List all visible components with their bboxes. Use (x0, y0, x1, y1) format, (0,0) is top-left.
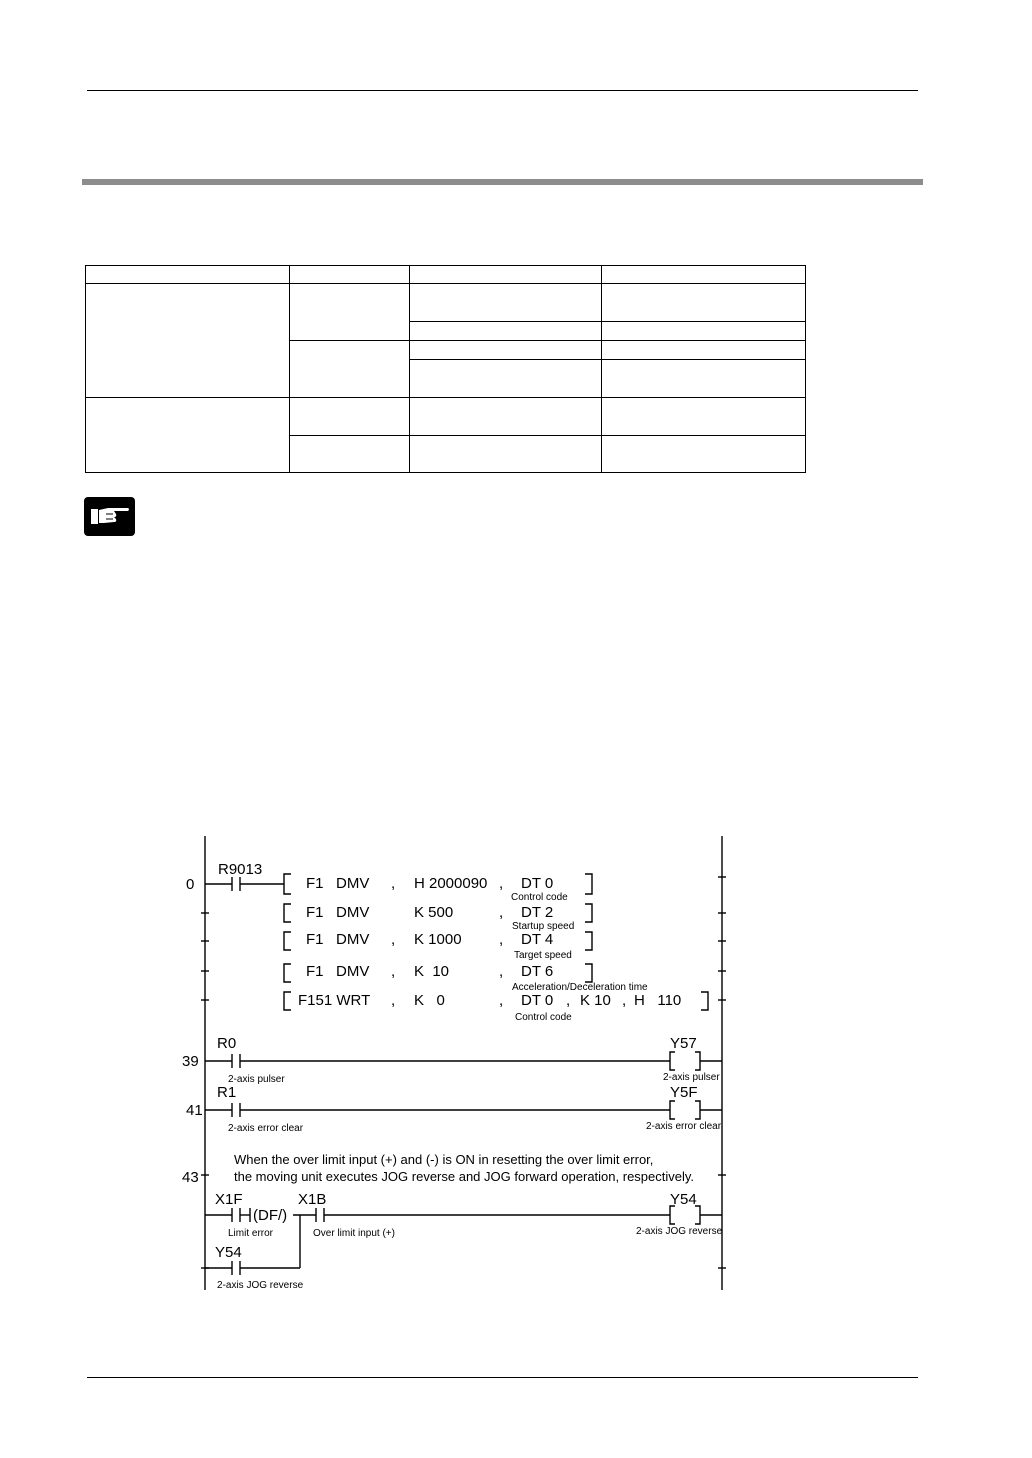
instruction-operand: K 500 (414, 904, 454, 921)
table-cell (602, 322, 806, 341)
instruction-op: F1 (306, 875, 324, 892)
footer-rule (87, 1377, 918, 1378)
contact-label: X1F (215, 1191, 243, 1208)
instruction-operand: DT 6 (521, 963, 554, 980)
table-cell (602, 436, 806, 473)
contact-label: R0 (217, 1035, 237, 1052)
step-number: 39 (182, 1053, 199, 1070)
instruction-operand: H 2000090 (414, 875, 488, 892)
svg-text:,: , (391, 875, 396, 892)
device-comment: 2-axis pulser (663, 1072, 720, 1083)
coil-label: Y57 (670, 1035, 697, 1052)
table-cell (290, 398, 410, 436)
table-cell (290, 284, 410, 341)
contact-label: Y54 (215, 1244, 242, 1261)
instruction-mnemonic: DMV (336, 904, 370, 921)
header-rule (87, 90, 918, 91)
table-header-cell (86, 266, 290, 284)
table-header-cell (290, 266, 410, 284)
device-comment: 2-axis error clear (646, 1121, 722, 1132)
step-number: 41 (186, 1102, 203, 1119)
device-comment: Control code (515, 1012, 572, 1023)
table-cell (410, 398, 602, 436)
instruction-op: F1 (306, 963, 324, 980)
instruction-operand: H 110 (634, 992, 682, 1009)
device-comment: 2-axis pulser (228, 1074, 285, 1085)
ladder-diagram (160, 828, 740, 1298)
table-cell (86, 284, 290, 398)
table-cell (410, 322, 602, 341)
table-header-cell (602, 266, 806, 284)
coil-label: Y5F (670, 1084, 698, 1101)
instruction-operand: K 10 (414, 963, 450, 980)
svg-text:,: , (499, 875, 504, 892)
step-number: 0 (186, 876, 195, 893)
svg-text:,: , (566, 992, 571, 1009)
table-cell (602, 360, 806, 398)
contact-label: X1B (298, 1191, 327, 1208)
table-cell (290, 436, 410, 473)
table-cell (410, 341, 602, 360)
step-number: 43 (182, 1169, 199, 1186)
coil-label: Y54 (670, 1191, 697, 1208)
instruction-mnemonic: DMV (336, 963, 370, 980)
instruction-operand: DT 0 (521, 875, 554, 892)
table-header-cell (410, 266, 602, 284)
instruction-operand: K 1000 (414, 931, 462, 948)
rung-comment: the moving unit executes JOG reverse and JOG forward operation, respectively. (234, 1169, 695, 1184)
device-comment: 2-axis JOG reverse (636, 1226, 723, 1237)
instruction-operand: DT 2 (521, 904, 554, 921)
table-cell (410, 360, 602, 398)
instruction-operand: DT 0 (521, 992, 554, 1009)
instruction-operand: DT 4 (521, 931, 554, 948)
contact-label: R1 (217, 1084, 237, 1101)
settings-table (85, 265, 806, 473)
device-comment: Control code (511, 892, 568, 903)
instruction-operand: K 10 (580, 992, 611, 1009)
instruction-mnemonic: DMV (336, 931, 370, 948)
table-cell (602, 398, 806, 436)
svg-text:,: , (391, 963, 396, 980)
table-cell (86, 398, 290, 473)
table-cell (410, 284, 602, 322)
contact-label: R9013 (218, 861, 263, 878)
table-cell (410, 436, 602, 473)
device-comment: Limit error (228, 1228, 274, 1239)
instruction-op: F151 WRT (298, 992, 371, 1009)
svg-text:,: , (622, 992, 627, 1009)
svg-text:,: , (391, 992, 396, 1009)
pointing-hand-icon (84, 497, 135, 536)
svg-text:,: , (499, 992, 504, 1009)
rung-comment: When the over limit input (+) and (-) is ON in resetting the over limit error, (234, 1152, 654, 1167)
device-comment: Startup speed (512, 921, 575, 932)
table-cell (290, 341, 410, 398)
svg-text:,: , (499, 904, 504, 921)
section-heading-bar (82, 179, 923, 185)
table-cell (602, 284, 806, 322)
svg-text:,: , (499, 963, 504, 980)
df-instruction: (DF/) (253, 1207, 288, 1224)
device-comment: 2-axis JOG reverse (217, 1280, 304, 1291)
svg-text:,: , (499, 931, 504, 948)
instruction-operand: K 0 (414, 992, 445, 1009)
device-comment: Acceleration/Deceleration time (512, 982, 648, 993)
instruction-mnemonic: DMV (336, 875, 370, 892)
device-comment: Target speed (514, 950, 572, 961)
instruction-op: F1 (306, 931, 324, 948)
device-comment: Over limit input (+) (313, 1228, 395, 1239)
instruction-op: F1 (306, 904, 324, 921)
device-comment: 2-axis error clear (228, 1123, 304, 1134)
table-cell (602, 341, 806, 360)
svg-text:,: , (391, 931, 396, 948)
